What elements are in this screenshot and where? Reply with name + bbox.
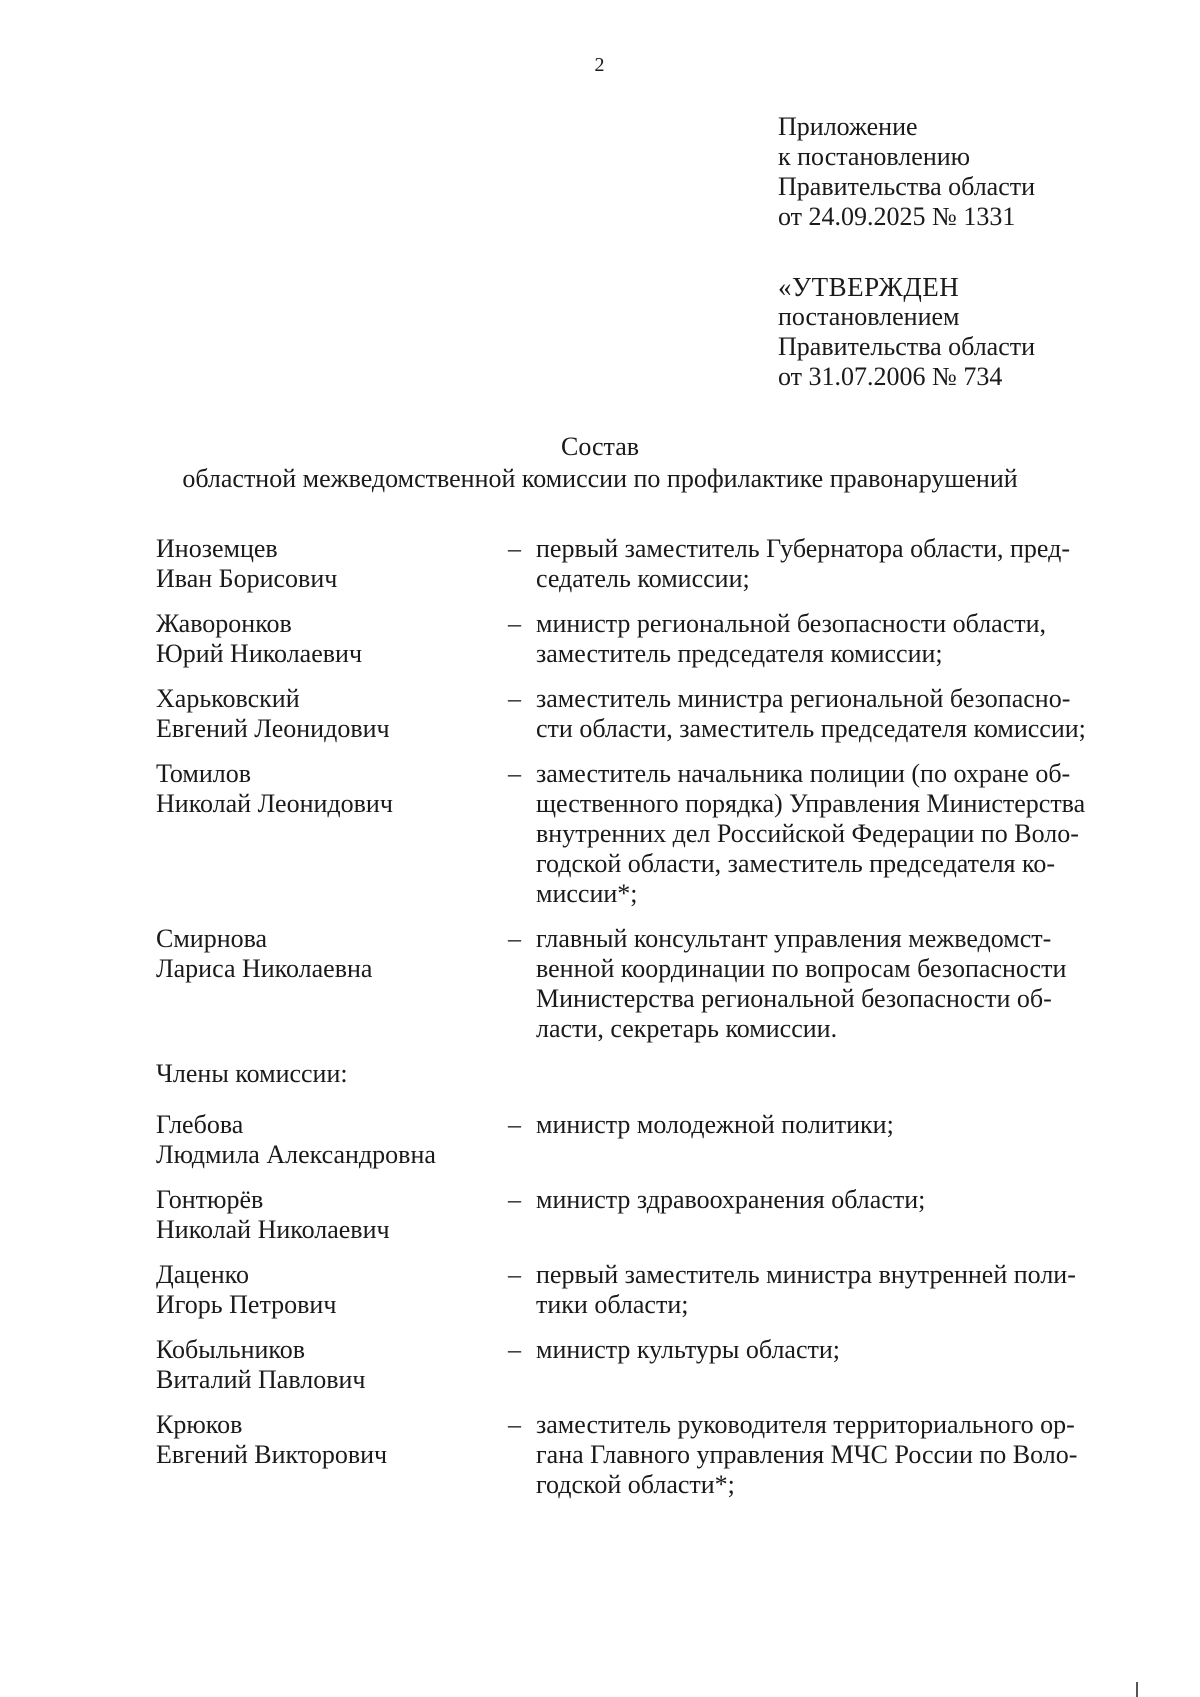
member-name-line: Игорь Петрович: [156, 1290, 337, 1319]
member-name: [156, 924, 508, 984]
member-position: [536, 1185, 1156, 1215]
member-position: [536, 924, 1156, 1044]
member-name: [156, 1185, 508, 1245]
member-name-line: Иван Борисович: [156, 564, 338, 593]
member-position-line: внутренних дел Российской Федерации по Воло-: [536, 819, 1079, 848]
annex-block: [778, 112, 1035, 232]
dash-separator: –: [508, 1260, 521, 1289]
member-row: [156, 1410, 1156, 1500]
member-position-line: годской области, заместитель председателя ко-: [536, 849, 1055, 878]
leadership-list: [156, 534, 1156, 1044]
dash-separator: –: [508, 684, 521, 713]
document-title: Состав: [560, 432, 640, 461]
dash-separator: –: [508, 1410, 521, 1439]
member-position-line: ласти, секретарь комиссии.: [536, 1014, 838, 1043]
member-name: [156, 1260, 508, 1320]
member-position-line: министр молодежной политики;: [536, 1110, 894, 1139]
member-name: [156, 1410, 508, 1470]
member-name-line: Виталий Павлович: [156, 1365, 366, 1394]
member-row: [156, 1110, 1156, 1170]
dash-separator: –: [508, 759, 521, 788]
member-name-line: Томилов: [156, 759, 252, 788]
page-number: 2: [594, 54, 606, 76]
member-name-line: Николай Леонидович: [156, 789, 393, 818]
member-name-line: Даценко: [156, 1260, 249, 1289]
approval-line: Правительства области: [778, 332, 1036, 361]
member-position-line: годской области*;: [536, 1470, 735, 1499]
annex-line: Правительства области: [778, 172, 1036, 201]
member-name-line: Юрий Николаевич: [156, 639, 363, 668]
member-name: [156, 759, 508, 819]
member-name: [156, 1110, 508, 1170]
member-position: [536, 1335, 1156, 1365]
dash-separator: –: [508, 534, 521, 563]
member-row: [156, 684, 1156, 744]
dash-separator: –: [508, 924, 521, 953]
member-position-line: гана Главного управления МЧС России по Воло-: [536, 1440, 1078, 1469]
member-name: [156, 684, 508, 744]
member-name-line: Жаворонков: [156, 609, 292, 638]
member-name-line: Кобыльников: [156, 1335, 305, 1364]
member-position-line: венной координации по вопросам безопасности: [536, 954, 1067, 983]
member-position-line: первый заместитель Губернатора области, пред-: [536, 534, 1070, 563]
member-position-line: Министерства региональной безопасности об-: [536, 984, 1052, 1013]
commission-composition: [156, 534, 1156, 1515]
member-row: [156, 534, 1156, 594]
member-position-line: миссии*;: [536, 879, 638, 908]
scan-artifact: [1136, 1682, 1138, 1697]
member-position: [536, 1410, 1156, 1500]
member-row: [156, 1335, 1156, 1395]
member-position-line: главный консультант управления межведомст-: [536, 924, 1052, 953]
member-position-line: министр региональной безопасности области,: [536, 609, 1047, 638]
member-position-line: первый заместитель министра внутренней поли-: [536, 1260, 1076, 1289]
member-row: [156, 924, 1156, 1044]
member-position: [536, 1110, 1156, 1140]
approval-line: от 31.07.2006 № 734: [778, 362, 1003, 391]
member-position-line: щественного порядка) Управления Министерства: [536, 789, 1086, 818]
approval-line: «УТВЕРЖДЕН: [778, 272, 960, 302]
member-name-line: Лариса Николаевна: [156, 954, 373, 983]
document-subtitle: областной межведомственной комиссии по профилактике правонарушений: [182, 464, 1018, 493]
member-position: [536, 609, 1156, 669]
member-name-line: Людмила Александровна: [156, 1140, 436, 1169]
member-row: [156, 1185, 1156, 1245]
dash-separator: –: [508, 1110, 521, 1139]
member-name-line: Евгений Викторович: [156, 1440, 388, 1469]
dash-separator: –: [508, 1335, 521, 1364]
member-name: [156, 1335, 508, 1395]
approval-line: постановлением: [778, 302, 960, 331]
member-name-line: Иноземцев: [156, 534, 278, 563]
member-position: [536, 1260, 1156, 1320]
member-position-line: тики области;: [536, 1290, 689, 1319]
member-position-line: заместитель председателя комиссии;: [536, 639, 943, 668]
member-position: [536, 534, 1156, 594]
annex-line: к постановлению: [778, 142, 971, 171]
member-position: [536, 684, 1156, 744]
member-position-line: седатель комиссии;: [536, 564, 750, 593]
dash-separator: –: [508, 609, 521, 638]
annex-line: от 24.09.2025 № 1331: [778, 202, 1016, 231]
members-list: [156, 1110, 1156, 1500]
member-row: [156, 1260, 1156, 1320]
member-position-line: министр культуры области;: [536, 1335, 841, 1364]
member-row: [156, 759, 1156, 909]
member-name-line: Харьковский: [156, 684, 300, 713]
member-position-line: заместитель министра региональной безопасно-: [536, 684, 1071, 713]
member-name-line: Гонтюрёв: [156, 1185, 264, 1214]
member-position-line: министр здравоохранения области;: [536, 1185, 926, 1214]
member-position-line: заместитель начальника полиции (по охране об-: [536, 759, 1071, 788]
member-row: [156, 609, 1156, 669]
member-position-line: сти области, заместитель председателя комиссии;: [536, 714, 1086, 743]
member-name-line: Крюков: [156, 1410, 243, 1439]
member-position-line: заместитель руководителя территориального ор-: [536, 1410, 1075, 1439]
member-position: [536, 759, 1156, 909]
member-name-line: Николай Николаевич: [156, 1215, 390, 1244]
dash-separator: –: [508, 1185, 521, 1214]
member-name-line: Смирнова: [156, 924, 268, 953]
approval-block: [778, 272, 1035, 392]
member-name: [156, 534, 508, 594]
member-name: [156, 609, 508, 669]
member-name-line: Евгений Леонидович: [156, 714, 390, 743]
member-name-line: Глебова: [156, 1110, 244, 1139]
members-section-label: Члены комиссии:: [156, 1059, 348, 1088]
annex-line: Приложение: [778, 112, 918, 141]
